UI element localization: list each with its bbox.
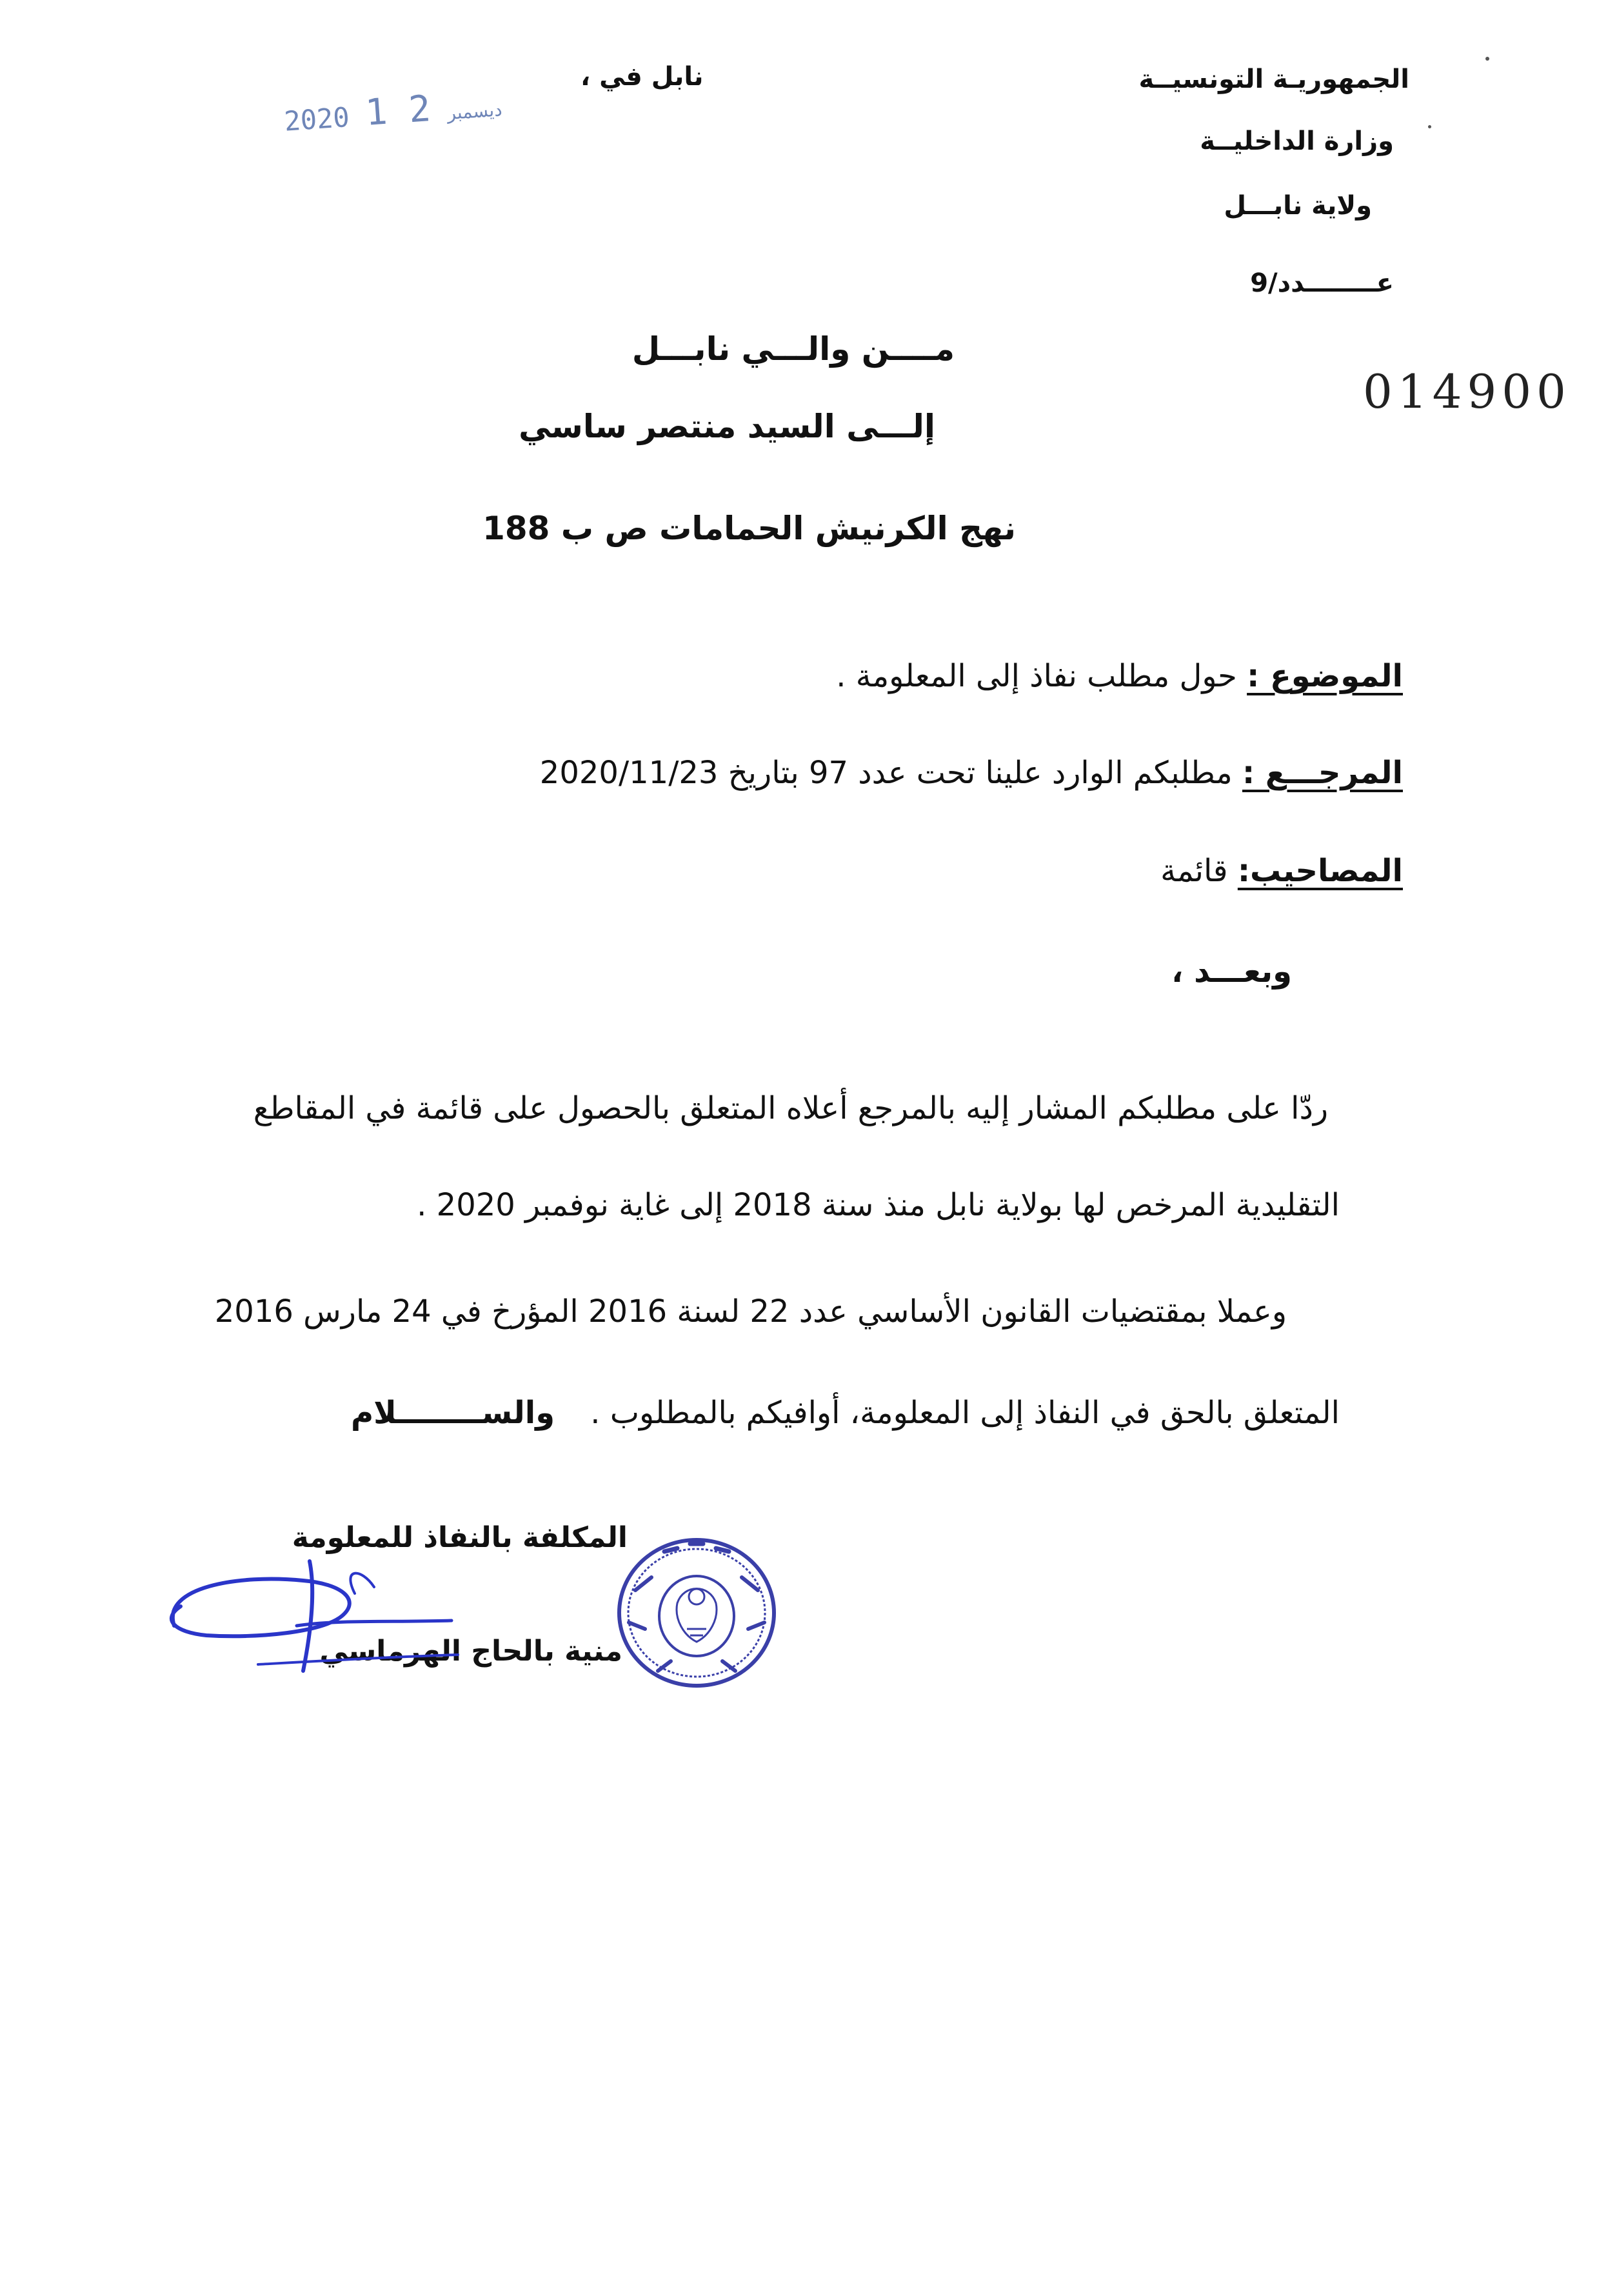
signature-name: منية بالحاج الهرماسي xyxy=(319,1635,622,1668)
reference-text: مطلبكم الوارد علينا تحت عدد 97 بتاريخ 2020/11/23 xyxy=(539,755,1233,791)
body-line-2: التقليدية المرخص لها بولاية نابل منذ سنة 2018 إلى غاية نوفمبر 2020 . xyxy=(417,1187,1340,1223)
date-stamp xyxy=(283,83,503,139)
serial-number: 014900 xyxy=(1363,364,1571,419)
subject-text: حول مطلب نفاذ إلى المعلومة . xyxy=(836,658,1237,694)
body-line-1: ردّا على مطلبكم المشار إليه بالمرجع أعلاه المتعلق بالحصول على قائمة في المقاطع xyxy=(253,1090,1328,1126)
address-text: نهج الكرنيش الحمامات ص ب 188 xyxy=(482,510,1016,547)
official-seal-icon xyxy=(613,1532,780,1693)
date-stamp-year: 2020 xyxy=(283,101,351,137)
body-line-4-text: المتعلق بالحق في النفاذ إلى المعلومة، أوافيكم بالمطلوب . xyxy=(590,1395,1340,1431)
address-line xyxy=(482,510,1016,547)
closing-salutation: والســــــــلام xyxy=(351,1395,555,1431)
attachments-text: قائمة xyxy=(1160,853,1228,889)
opening-line: وبعـــد ، xyxy=(1171,953,1292,990)
from-line: مــــن والـــي نابـــل xyxy=(631,330,955,368)
subject-label: الموضوع : xyxy=(1247,658,1403,694)
to-line: إلـــى السيد منتصر ساسي xyxy=(519,408,935,445)
attachments-label: المصاحيب: xyxy=(1237,853,1403,889)
subject-line xyxy=(836,658,1403,694)
signature-title: المكلفة بالنفاذ للمعلومة xyxy=(292,1521,628,1554)
body-line-3: وعملا بمقتضيات القانون الأساسي عدد 22 لسنة 2016 المؤرخ في 24 مارس 2016 xyxy=(214,1293,1287,1330)
scan-speck xyxy=(1485,57,1489,61)
date-stamp-month: ديسمبر xyxy=(446,99,503,125)
handwritten-signature xyxy=(148,1548,484,1690)
header-number: عــــــــدد/9 xyxy=(1250,268,1394,298)
header-governorate: ولاية نابـــل xyxy=(1224,191,1372,221)
reference-label: المرجـــع : xyxy=(1242,755,1403,791)
body-line-4 xyxy=(351,1395,1340,1431)
header-republic: الجمهوريـة التونسيــة xyxy=(1138,65,1409,94)
header-ministry: وزارة الداخليــة xyxy=(1200,126,1394,156)
scan-speck xyxy=(1428,125,1431,128)
date-stamp-day: 2 1 xyxy=(364,87,432,134)
place-date: نابل في ، xyxy=(581,62,704,92)
attachments-line xyxy=(1160,853,1403,889)
reference-line xyxy=(540,755,1403,791)
